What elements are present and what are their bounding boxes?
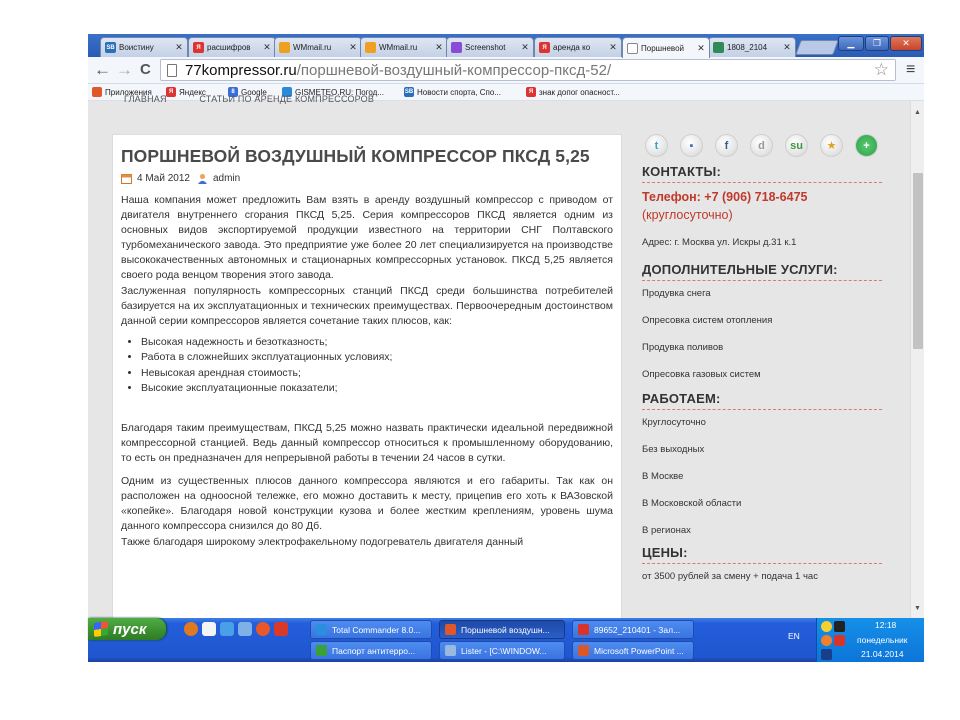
contact-phone-note: (круглосуточно) (642, 208, 733, 222)
favorites-icon[interactable]: ★ (820, 134, 843, 157)
taskbar-task-button[interactable] (572, 620, 694, 639)
sidebar (642, 134, 882, 584)
tab-close-icon[interactable]: ✕ (263, 42, 271, 52)
tab-title: WMmail.ru (379, 43, 418, 52)
bookmark-icon: 8 (228, 87, 238, 97)
facebook-icon[interactable]: f (715, 134, 738, 157)
antivirus-icon[interactable] (834, 635, 845, 646)
task-label: Поршневой воздушн... (461, 624, 550, 635)
contact-phone: Телефон: +7 (906) 718-6475 (642, 190, 808, 204)
browser-tab[interactable] (534, 37, 622, 57)
services-list (642, 287, 882, 395)
service-link[interactable]: Опресовка газовых систем (642, 369, 761, 380)
tab-favicon-icon (713, 42, 724, 53)
app-icon[interactable] (202, 622, 216, 636)
twitter-icon[interactable]: t (645, 134, 668, 157)
add-icon[interactable]: + (855, 134, 878, 157)
page-icon (167, 64, 177, 77)
taskbar-task-button[interactable] (572, 641, 694, 660)
yandex-icon[interactable] (274, 622, 288, 636)
forward-arrow-icon[interactable]: → (116, 60, 133, 79)
digg-icon[interactable]: d (750, 134, 773, 157)
web-page (88, 94, 924, 618)
bookmark-label: Яндекс (179, 87, 206, 97)
browser-tab[interactable] (360, 37, 448, 57)
bookmark-item[interactable] (526, 87, 620, 97)
services-heading: ДОПОЛНИТЕЛЬНЫЕ УСЛУГИ: (642, 262, 882, 281)
maximize-window-button[interactable]: ❐ (865, 36, 889, 51)
system-tray (816, 618, 924, 662)
service-link[interactable]: Опресовка систем отопления (642, 315, 773, 326)
new-tab-button[interactable] (795, 40, 838, 55)
windows-taskbar (88, 618, 924, 662)
app-icon[interactable] (184, 622, 198, 636)
url-text[interactable] (185, 61, 611, 80)
clock-date: 21.04.2014 (861, 649, 904, 659)
chrome-icon[interactable] (256, 622, 270, 636)
work-item[interactable]: В Московской области (642, 498, 742, 509)
tab-close-icon[interactable]: ✕ (521, 42, 529, 52)
service-link[interactable]: Продувка снега (642, 288, 711, 299)
browser-tab[interactable] (188, 37, 276, 57)
tab-close-icon[interactable]: ✕ (783, 42, 791, 52)
delicious-icon[interactable]: ▪ (680, 134, 703, 157)
tab-close-icon[interactable]: ✕ (349, 42, 357, 52)
tab-title: Поршневой (641, 43, 685, 53)
taskbar-task-button[interactable] (439, 641, 565, 660)
bookmark-label: Приложения (105, 87, 152, 97)
browser-tab[interactable] (274, 37, 362, 57)
work-item[interactable]: В регионах (642, 525, 691, 536)
address-bar[interactable] (160, 59, 896, 81)
stumbleupon-icon[interactable]: su (785, 134, 808, 157)
tab-title: 1808_2104 (727, 43, 768, 52)
tab-favicon-icon: Я (193, 42, 204, 53)
tab-close-icon[interactable]: ✕ (175, 42, 183, 52)
tab-title: WMmail.ru (293, 43, 332, 52)
article-title[interactable]: ПОРШНЕВОЙ ВОЗДУШНЫЙ КОМПРЕССОР ПКСД 5,25 (121, 146, 590, 166)
bookmark-star-icon[interactable]: ☆ (873, 60, 889, 79)
task-app-icon (445, 624, 456, 635)
task-label: Паспорт антитерро... (332, 645, 416, 656)
list-item: • Работа в сложнейших эксплуатационных условиях; (141, 350, 613, 366)
article-meta (121, 173, 613, 184)
bookmark-item[interactable] (404, 87, 501, 97)
article-card (112, 134, 622, 634)
bookmark-label: знак допог опасност... (539, 87, 620, 97)
minimize-window-button[interactable]: ▁ (838, 36, 864, 51)
bookmark-label: Google (241, 87, 267, 97)
contacts-heading: КОНТАКТЫ: (642, 164, 882, 183)
prices-text: от 3500 рублей за смену + подача 1 час (642, 571, 818, 582)
user-icon (197, 173, 208, 184)
browser-tab-strip (88, 34, 924, 57)
task-app-icon (445, 645, 456, 656)
article-date: 4 Май 2012 (137, 173, 190, 184)
social-share-icons (645, 134, 882, 157)
article-paragraph-1: Наша компания может предложить Вам взять в аренду воздушный компрессор с приводом от двигателя внутреннего сгорания ПКСД 5,25. Серия компрессоров ПКСД является одним из основных видов экспортируемой продукции известного на территории СНГ Полтавского турбомеханического завода. Это предприятие уже более 20 лет специализируется на производстве высококачественных автономных и стационарных компрессорных установок. ПКСД 5,25 является своего рода венцом творения этого завода. (121, 194, 613, 282)
work-item[interactable]: В Москве (642, 471, 684, 482)
page-scrollbar[interactable] (910, 101, 924, 618)
prices-heading: ЦЕНЫ: (642, 545, 882, 564)
work-heading: РАБОТАЕМ: (642, 391, 882, 410)
scroll-down-arrow-icon[interactable]: ▼ (914, 605, 921, 612)
tab-favicon-icon (365, 42, 376, 53)
back-arrow-icon[interactable]: ← (94, 60, 111, 79)
site-top-menu (124, 94, 404, 104)
desktop-screen (88, 34, 924, 662)
browser-tab[interactable] (446, 37, 534, 57)
start-button[interactable] (88, 618, 166, 640)
tab-title: Вoистину (119, 43, 154, 52)
windows-logo-icon (94, 621, 108, 637)
article-paragraph-3: Благодаря таким преимуществам, ПКСД 5,25 можно назвать практически идеальной передвижной компрессорной станцией. Ведь данный компрессор относиться к промышленному оборудованию, то есть он предназначен для непрерывной работы в течении 24 часов в сутки. (121, 421, 613, 465)
list-item: • Невысокая арендная стоимость; (141, 366, 613, 382)
task-app-icon (316, 624, 327, 635)
tab-close-icon[interactable]: ✕ (609, 42, 617, 52)
article-paragraph-4: Одним из существенных плюсов данного компрессора являются и его габариты. Так как он расположен на одноосной тележке, его можно доставить к месту, прицепив его хоть к ВАЗовской «копейке». Благодаря новой конструкции кузова и более жестким креплениям, уровень шума данного компрессора снизился до 80 Дб. (121, 475, 613, 533)
quick-launch-bar (184, 622, 288, 636)
task-label: Microsoft PowerPoint ... (594, 645, 684, 656)
tab-title: расшифров (207, 43, 251, 52)
bookmark-icon: Я (526, 87, 536, 97)
tab-close-icon[interactable]: ✕ (697, 42, 705, 53)
tab-title: аренда ко (553, 43, 591, 52)
chrome-menu-icon[interactable]: ≡ (906, 61, 916, 78)
article-paragraph-5: Также благодаря широкому электрофакельному подогреватель двигателя данный (121, 535, 524, 548)
clock-time[interactable]: 12:18 (875, 620, 897, 630)
article-paragraph-2: Заслуженная популярность компрессорных станций ПКСД среди большинства потребителей базируется на их эксплуатационных и технических преимуществах. Первоочередным достоинством данной серии компрессоров является сочетание таких плюсов, как: (121, 284, 613, 327)
scroll-up-arrow-icon[interactable]: ▲ (914, 109, 921, 116)
reload-icon[interactable]: C (140, 61, 151, 78)
bookmark-icon: Я (166, 87, 176, 97)
taskbar-task-button[interactable] (310, 620, 432, 639)
taskbar-task-button[interactable] (439, 620, 565, 639)
network-icon[interactable] (821, 649, 832, 660)
tray-app-icon[interactable] (821, 635, 832, 646)
calendar-icon (121, 173, 132, 184)
task-label: Lister - [C:\WINDOW... (461, 645, 547, 656)
task-app-icon (316, 645, 327, 656)
browser-tab[interactable] (100, 37, 188, 57)
start-label: пуск (113, 620, 147, 638)
list-item: • Высокая надежность и безотказность; (141, 335, 613, 351)
close-window-button[interactable]: ✕ (890, 36, 922, 51)
bookmark-icon: SB (404, 89, 414, 95)
advantages-list (141, 335, 613, 397)
ie-icon[interactable] (220, 622, 234, 636)
bookmark-label: Новости спорта, Спо... (417, 87, 501, 97)
volume-icon[interactable] (834, 621, 845, 632)
taskbar-task-button[interactable] (310, 641, 432, 660)
tab-close-icon[interactable]: ✕ (435, 42, 443, 52)
language-indicator[interactable]: EN (788, 631, 800, 641)
service-link[interactable]: Продувка поливов (642, 342, 724, 353)
browser-tab[interactable] (708, 37, 796, 57)
bookmark-label: GISMETEO.RU: Погод... (295, 87, 384, 97)
browser-toolbar (88, 57, 924, 84)
tab-favicon-icon (627, 43, 638, 54)
work-item[interactable]: Без выходных (642, 444, 705, 455)
tab-favicon-icon (451, 42, 462, 53)
contact-address: Адрес: г. Москва ул. Искры д.31 к.1 (642, 237, 797, 248)
task-label: 89652_210401 - Зал... (594, 624, 681, 635)
clock-day: понедельник (857, 635, 908, 645)
tab-favicon-icon: SB (105, 42, 116, 53)
tab-title: Screenshot (465, 43, 506, 52)
url-domain: 77kompressor.ru (185, 62, 297, 79)
task-app-icon (578, 645, 589, 656)
menu-item-home[interactable]: ГЛАВНАЯ (124, 94, 167, 104)
desktop-icon[interactable] (238, 622, 252, 636)
list-item: • Высокие эксплуатационные показатели; (141, 381, 613, 397)
scrollbar-thumb[interactable] (913, 173, 923, 349)
url-path: /поршневой-воздушный-компрессор-пксд-52/ (296, 62, 612, 79)
tab-favicon-icon (279, 42, 290, 53)
tab-favicon-icon: Я (539, 42, 550, 53)
messenger-icon[interactable] (821, 621, 832, 632)
work-list (642, 416, 882, 551)
menu-item-articles[interactable]: СТАТЬИ ПО АРЕНДЕ КОМПРЕССОРОВ (199, 94, 375, 104)
browser-tab[interactable] (622, 37, 710, 58)
task-app-icon (578, 624, 589, 635)
article-author[interactable]: admin (212, 173, 241, 184)
bookmark-icon (92, 87, 102, 97)
work-item[interactable]: Круглосуточно (642, 417, 706, 428)
task-label: Total Commander 8.0... (332, 624, 421, 635)
